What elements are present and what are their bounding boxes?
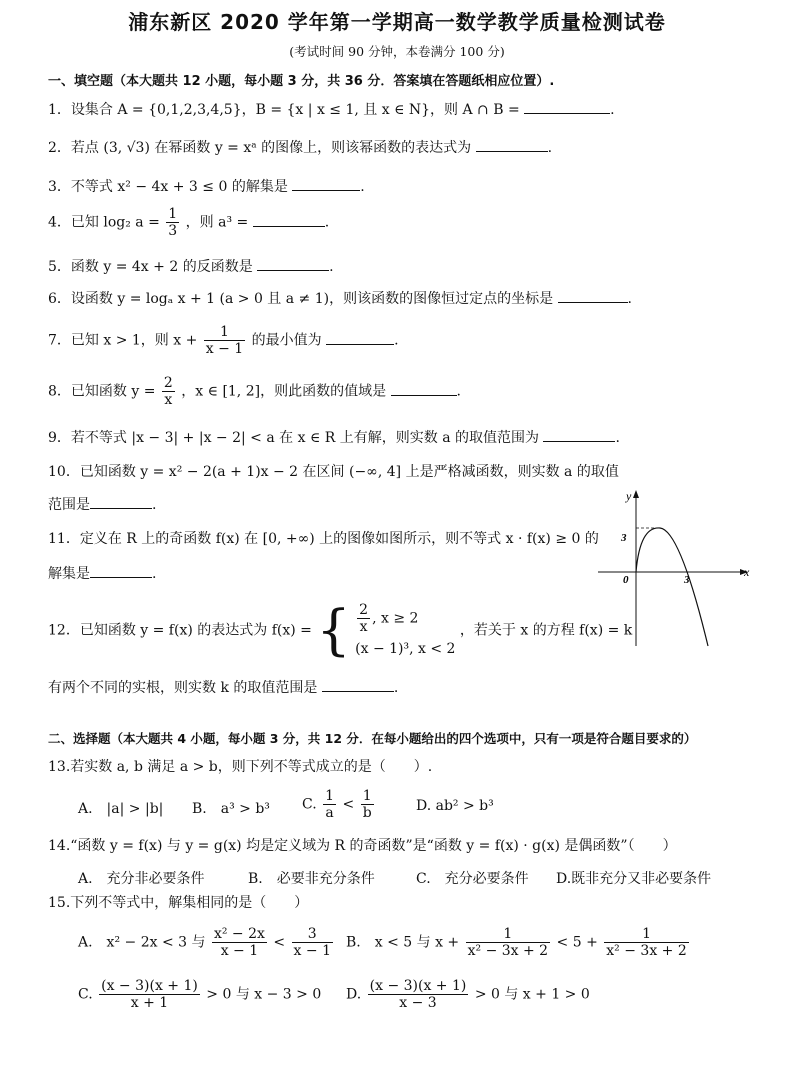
- y-tick-label: 3: [621, 532, 627, 544]
- fraction: $\frac{1}{\text{x² − 3x + 2}}$: [606, 926, 687, 959]
- question-6: 6．设函数 y = logₐ x + 1 (a > 0 且 a ≠ 1)，则该函数的图像恒过定点的坐标是 .: [48, 288, 632, 309]
- q13-option-a: A. |a| > |b|: [78, 801, 164, 817]
- q14-option-d: D.既非充分又非必要条件: [556, 871, 712, 887]
- q14-option-b: B. 必要非充分条件: [248, 871, 375, 887]
- answer-blank: [558, 288, 628, 303]
- question-1: 1．设集合 A = {0,1,2,3,4,5}，B = {x | x ≤ 1, 且 x ∈ N}，则 A ∩ B = .: [48, 99, 615, 120]
- fraction: $\frac{1}{a}$: [325, 788, 335, 821]
- answer-blank: [90, 494, 152, 509]
- fraction: $\frac{2}{x}$: [163, 375, 173, 408]
- question-15: 15.下列不等式中，解集相同的是（ ）: [48, 895, 309, 911]
- answer-blank: [524, 99, 610, 114]
- answer-blank: [391, 381, 457, 396]
- question-12: 12．已知函数 y = f(x) 的表达式为 f(x) = { $\frac{2}{x}$ , x ≥ 2 (x − 1)³, x < 2 ，若关于 x 的方程 f(x) = k: [48, 598, 633, 662]
- q14-option-a: A. 充分非必要条件: [78, 871, 205, 887]
- answer-blank: [292, 176, 360, 191]
- q13-option-c: C. $\frac{1}{a}$ < $\frac{1}{b}$: [302, 788, 372, 821]
- q14-option-c: C. 充分必要条件: [416, 871, 529, 887]
- question-14: 14.“函数 y = f(x) 与 y = g(x) 均是定义域为 R 的奇函数”是“函数 y = f(x) · g(x) 是偶函数”（ ）: [48, 838, 677, 854]
- answer-blank: [322, 677, 394, 692]
- answer-blank: [326, 330, 394, 345]
- question-11: 11．定义在 R 上的奇函数 f(x) 在 [0, +∞) 上的图像如图所示，则不等式 x · f(x) ≥ 0 的 解集是 .: [48, 531, 599, 582]
- question-8: 8．已知函数 y = $\frac{2}{x}$ ，x ∈ [1, 2]，则此函数的值域是 .: [48, 375, 461, 408]
- fraction: $\frac{1}{x - 1}$: [205, 324, 244, 357]
- question-12-line2: 有两个不同的实根，则实数 k 的取值范围是 .: [48, 677, 398, 698]
- fraction: $\frac{2}{x}$: [359, 602, 369, 635]
- x-axis-label: x: [744, 565, 750, 579]
- q13-option-d: D. ab² > b³: [416, 798, 494, 814]
- question-13: 13.若实数 a, b 满足 a > b，则下列不等式成立的是（ ）.: [48, 759, 433, 775]
- question-7: 7．已知 x > 1，则 x + $\frac{1}{x - 1}$ 的最小值为 .: [48, 324, 399, 357]
- q15-option-a: A. x² − 2x < 3 与 $\frac{\text{x² − 2x}}{x - 1}$ < $\frac{3}{x - 1}$: [78, 926, 331, 959]
- section-fill-in-heading: 一、填空题（本大题共 12 小题，每小题 3 分，共 36 分．答案填在答题纸相应位置）.: [48, 74, 555, 89]
- answer-blank: [476, 137, 548, 152]
- piecewise-cases: $\frac{2}{x}$ , x ≥ 2 (x − 1)³, x < 2: [355, 602, 456, 657]
- fraction: $\frac{1}{b}$: [362, 788, 372, 821]
- answer-blank: [90, 563, 152, 578]
- fraction: $\frac{\text{x² − 2x}}{x - 1}$: [213, 926, 265, 959]
- curve-f: [636, 528, 708, 646]
- fraction: $\frac{1}{3}$: [168, 206, 178, 239]
- section-choice-heading: 二、选择题（本大题共 4 小题，每小题 3 分，共 12 分．在每小题给出的四个选项中，只有一项是符合题目要求的）: [48, 731, 697, 746]
- question-9: 9．若不等式 |x − 3| + |x − 2| < a 在 x ∈ R 上有解，则实数 a 的取值范围为 .: [48, 427, 620, 448]
- answer-blank: [543, 427, 615, 442]
- y-axis-arrow: [633, 490, 639, 498]
- x-tick-label: 3: [684, 574, 690, 586]
- question-5: 5．函数 y = 4x + 2 的反函数是 .: [48, 256, 334, 277]
- q13-option-b: B. a³ > b³: [192, 801, 270, 817]
- y-axis-label: y: [626, 489, 632, 503]
- question-3: 3．不等式 x² − 4x + 3 ≤ 0 的解集是 .: [48, 176, 365, 197]
- exam-title: 浦东新区 2020 学年第一学期高一数学教学质量检测试卷: [128, 10, 666, 34]
- q15-option-d: D. $\frac{(x - 3)(x + 1)}{x - 3}$ > 0 与 x + 1 > 0: [346, 978, 590, 1011]
- question-2: 2．若点 (3, √3) 在幂函数 y = xᵃ 的图像上，则该幂函数的表达式为 .: [48, 137, 552, 158]
- q15-option-c: C. $\frac{(x - 3)(x + 1)}{x + 1}$ > 0 与 x − 3 > 0: [78, 978, 322, 1011]
- piecewise-brace: {: [316, 598, 351, 662]
- exam-subtitle: (考试时间 90 分钟，本卷满分 100 分): [289, 44, 505, 59]
- fraction: $\frac{3}{x - 1}$: [293, 926, 331, 959]
- question-10: 10．已知函数 y = x² − 2(a + 1)x − 2 在区间 (−∞, 4] 上是严格减函数，则实数 a 的取值 范围是 .: [48, 464, 619, 513]
- answer-blank: [257, 256, 329, 271]
- origin-label: 0: [623, 574, 629, 586]
- fraction: $\frac{1}{\text{x² − 3x + 2}}$: [467, 926, 549, 959]
- q15-option-b: B. x < 5 与 x + $\frac{1}{\text{x² − 3x + 2}}$ < 5 + $\frac{1}{\text{x² − 3x + 2}}$: [346, 926, 687, 959]
- answer-blank: [253, 212, 325, 227]
- fraction: $\frac{(x - 3)(x + 1)}{x + 1}$: [101, 978, 198, 1011]
- fraction: $\frac{(x - 3)(x + 1)}{x - 3}$: [369, 978, 467, 1011]
- question-4: 4．已知 log₂ a = $\frac{1}{3}$ ，则 a³ = .: [48, 206, 330, 239]
